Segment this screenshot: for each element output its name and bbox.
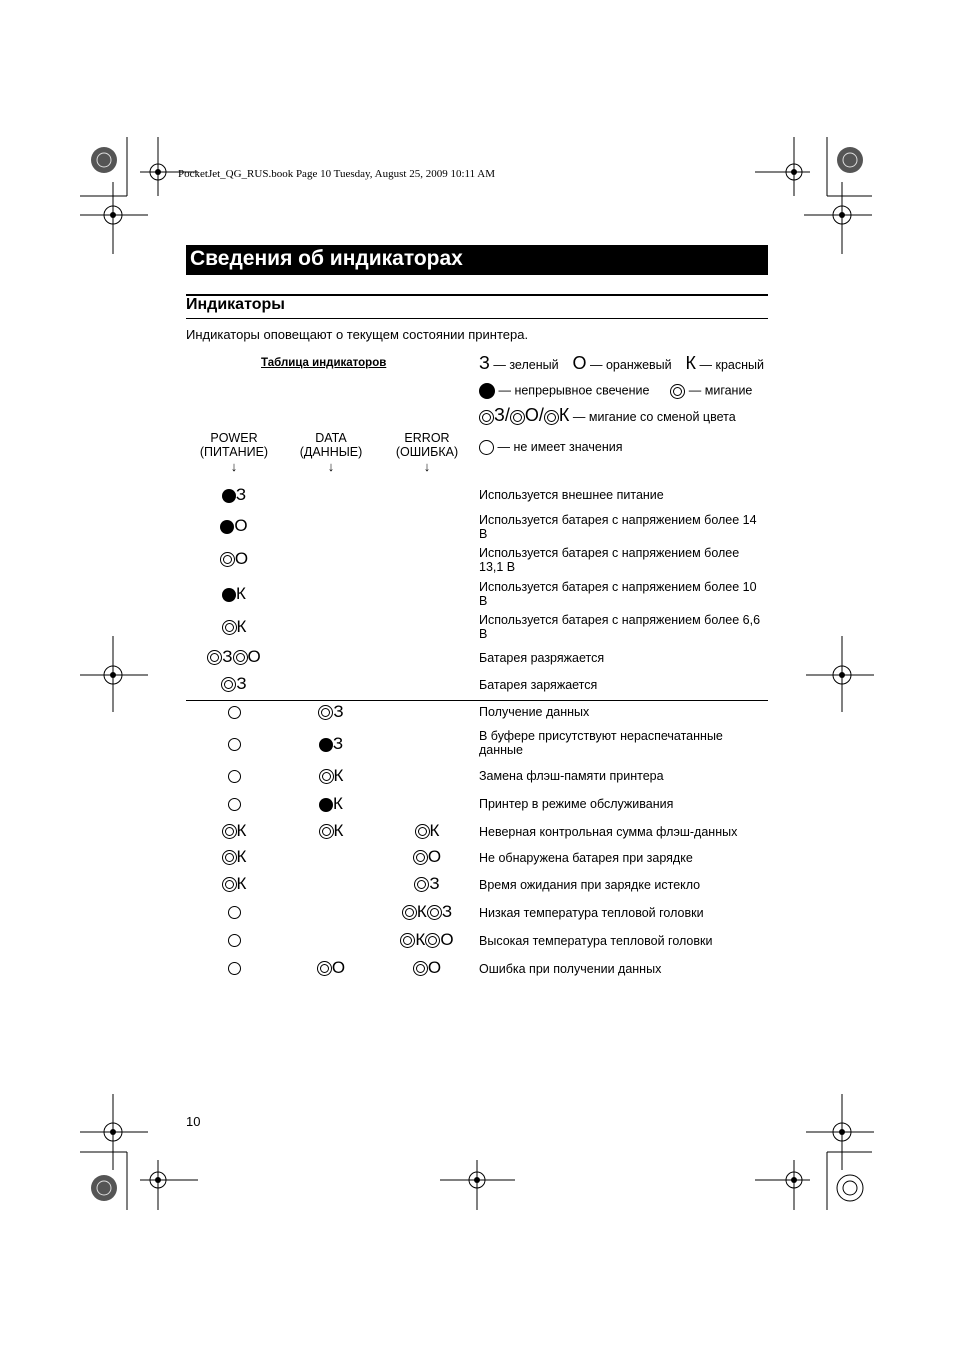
row-description: Используется внешнее питание <box>479 488 664 502</box>
blinking-light-icon <box>222 877 237 892</box>
blinking-light-icon <box>414 877 429 892</box>
legend-green-text: — зеленый <box>493 358 559 372</box>
letter-green: З <box>441 902 453 921</box>
arrow-down-icon: ↓ <box>423 459 431 474</box>
legend-green-letter: З <box>479 353 490 373</box>
letter-green: З <box>494 405 505 425</box>
letter-red: К <box>415 930 426 949</box>
column-data <box>281 431 381 475</box>
letter-red: К <box>236 874 247 893</box>
blinking-light-icon <box>233 650 248 665</box>
blinking-light-icon <box>479 410 494 425</box>
blinking-light-icon <box>220 552 235 567</box>
blinking-light-icon <box>425 933 440 948</box>
column-data-sublabel: (ДАННЫЕ) <box>299 445 363 459</box>
power-indicator <box>184 647 284 667</box>
title-bar <box>186 245 768 275</box>
letter-green: З <box>222 647 233 666</box>
row-description: Получение данных <box>479 705 590 719</box>
table-divider <box>186 700 768 701</box>
off-light-icon <box>228 738 241 751</box>
blinking-light-icon <box>670 384 685 399</box>
error-indicator <box>377 847 477 867</box>
blinking-light-icon <box>415 824 430 839</box>
legend-orange-text: — оранжевый <box>589 358 672 372</box>
row-description: Батарея заряжается <box>479 678 598 692</box>
letter-orange: О <box>427 847 442 866</box>
letter-red: К <box>236 617 247 636</box>
power-indicator <box>184 766 284 786</box>
letter-red: К <box>333 794 343 813</box>
error-indicator <box>377 821 477 841</box>
row-description: Замена флэш-памяти принтера <box>479 769 664 783</box>
letter-green: З <box>236 674 247 693</box>
row-description: Используется батарея с напряжением более 6,6 В <box>479 613 761 641</box>
letter-red: К <box>429 821 440 840</box>
letter-red: К <box>558 405 570 425</box>
solid-light-icon <box>479 383 495 399</box>
letter-red: К <box>236 821 247 840</box>
power-indicator <box>184 516 284 536</box>
blinking-light-icon <box>544 410 559 425</box>
row-description: Высокая температура тепловой головки <box>479 934 713 948</box>
blinking-light-icon <box>400 933 415 948</box>
letter-green: З <box>235 485 247 504</box>
letter-red: К <box>236 847 247 866</box>
row-description: Низкая температура тепловой головки <box>479 906 704 920</box>
blinking-light-icon <box>318 705 333 720</box>
legend-red-text: — красный <box>699 358 764 372</box>
legend-colors <box>479 353 764 374</box>
off-light-icon <box>228 934 241 947</box>
power-indicator <box>184 794 284 814</box>
power-indicator <box>184 674 284 694</box>
power-indicator <box>184 930 284 950</box>
letter-green: З <box>429 874 440 893</box>
print-header: PocketJet_QG_RUS.book Page 10 Tuesday, August 25, 2009 10:11 AM <box>178 168 495 180</box>
row-description: Не обнаружена батарея при зарядке <box>479 851 693 865</box>
legend-solid-text: — непрерывное свечение <box>498 383 650 398</box>
blinking-light-icon <box>510 410 525 425</box>
blinking-light-icon <box>427 905 442 920</box>
letter-orange: О <box>234 516 248 535</box>
legend-alt-text: — мигание со сменой цвета <box>572 410 736 424</box>
power-indicator <box>184 847 284 867</box>
power-indicator <box>184 874 284 894</box>
row-description: Ошибка при получении данных <box>479 962 662 976</box>
off-light-icon <box>479 440 494 455</box>
power-indicator <box>184 617 284 637</box>
legend-off <box>479 440 622 455</box>
arrow-down-icon: ↓ <box>327 459 335 474</box>
legend-modes <box>479 383 752 399</box>
page-number: 10 <box>186 1114 201 1129</box>
data-indicator <box>281 821 381 841</box>
error-indicator <box>377 902 477 922</box>
table-caption: Таблица индикаторов <box>261 357 387 369</box>
power-indicator <box>184 584 284 604</box>
letter-red: К <box>416 902 427 921</box>
letter-red: К <box>333 821 344 840</box>
slash: / <box>504 405 510 425</box>
off-light-icon <box>228 906 241 919</box>
letter-orange: О <box>440 930 454 949</box>
row-description: В буфере присутствуют нераспечатанные данные <box>479 729 723 757</box>
blinking-light-icon <box>222 824 237 839</box>
section-rule-bottom <box>186 318 768 319</box>
legend-alternating <box>479 405 736 426</box>
power-indicator <box>184 734 284 754</box>
power-indicator <box>184 821 284 841</box>
column-power-sublabel: (ПИТАНИЕ) <box>199 445 269 459</box>
blinking-light-icon <box>319 769 334 784</box>
blinking-light-icon <box>413 961 428 976</box>
letter-orange: О <box>234 549 249 568</box>
solid-light-icon <box>222 588 236 602</box>
blinking-light-icon <box>221 677 236 692</box>
off-light-icon <box>228 798 241 811</box>
data-indicator <box>281 766 381 786</box>
power-indicator <box>184 902 284 922</box>
column-data-label: DATA <box>315 431 347 445</box>
blinking-light-icon <box>207 650 222 665</box>
data-indicator <box>281 794 381 814</box>
off-light-icon <box>228 962 241 975</box>
page-title: Сведения об индикаторах <box>190 247 463 270</box>
letter-red: К <box>236 584 246 603</box>
solid-light-icon <box>319 738 333 752</box>
data-indicator <box>281 958 381 978</box>
row-description: Батарея разряжается <box>479 651 605 665</box>
power-indicator <box>184 702 284 722</box>
row-description: Неверная контрольная сумма флэш-данных <box>479 825 738 839</box>
solid-light-icon <box>319 798 333 812</box>
power-indicator <box>184 958 284 978</box>
blinking-light-icon <box>319 824 334 839</box>
off-light-icon <box>228 706 241 719</box>
row-description: Время ожидания при зарядке истекло <box>479 878 701 892</box>
slash: / <box>538 405 544 425</box>
column-error-label: ERROR <box>404 431 450 445</box>
power-indicator <box>184 485 284 505</box>
arrow-down-icon: ↓ <box>230 459 238 474</box>
column-power-label: POWER <box>210 431 258 445</box>
letter-orange: О <box>524 405 539 425</box>
intro-text: Индикаторы оповещают о текущем состоянии принтера. <box>186 327 529 342</box>
letter-green: З <box>333 702 344 721</box>
legend-blink-text: — мигание <box>688 383 753 398</box>
letter-orange: О <box>331 958 346 977</box>
legend-red-letter: К <box>685 353 697 373</box>
column-error <box>377 431 477 475</box>
blinking-light-icon <box>413 850 428 865</box>
error-indicator <box>377 874 477 894</box>
blinking-light-icon <box>317 961 332 976</box>
column-power <box>184 431 284 475</box>
solid-light-icon <box>220 520 234 534</box>
blinking-light-icon <box>222 620 237 635</box>
solid-light-icon <box>222 489 236 503</box>
blinking-light-icon <box>402 905 417 920</box>
row-description: Принтер в режиме обслуживания <box>479 797 674 811</box>
column-error-sublabel: (ОШИБКА) <box>395 445 459 459</box>
data-indicator <box>281 734 381 754</box>
letter-orange: О <box>247 647 261 666</box>
row-description: Используется батарея с напряжением более 10 В <box>479 580 757 608</box>
legend-off-text: — не имеет значения <box>497 440 623 454</box>
error-indicator <box>377 958 477 978</box>
row-description: Используется батарея с напряжением более 13,1 В <box>479 546 740 574</box>
power-indicator <box>184 549 284 569</box>
row-description: Используется батарея с напряжением более 14 В <box>479 513 757 541</box>
data-indicator <box>281 702 381 722</box>
legend-orange-letter: О <box>572 353 587 373</box>
letter-green: З <box>332 734 344 753</box>
blinking-light-icon <box>222 850 237 865</box>
letter-red: К <box>333 766 344 785</box>
section-title: Индикаторы <box>186 296 285 313</box>
error-indicator <box>377 930 477 950</box>
letter-orange: О <box>427 958 442 977</box>
off-light-icon <box>228 770 241 783</box>
